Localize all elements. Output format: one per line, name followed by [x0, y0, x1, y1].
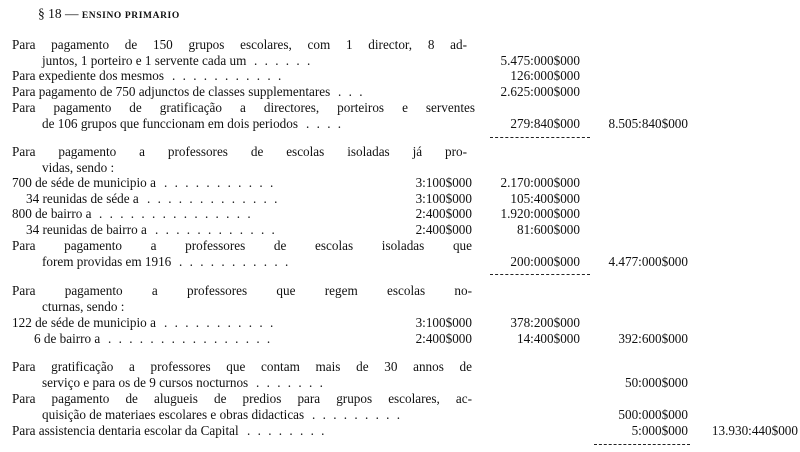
item-description: Para pagamento de 150 grupos escolares, com 1 director, 8 ad- [12, 37, 467, 52]
item-description: 34 reunidas de séde a [26, 191, 139, 206]
table-row [0, 175, 800, 191]
leader-dots: . . . . . . . . . . . . [155, 222, 277, 237]
section-title: ENSINO PRIMARIO [81, 11, 180, 21]
amount-c3: 5:000$000 [631, 423, 688, 438]
amount-c2: 14:400$000 [516, 331, 580, 346]
table-row [0, 222, 800, 238]
leader-dots: . . . . . . . . . . . [164, 175, 276, 190]
table-row [0, 359, 800, 375]
section-number: § 18 — [38, 6, 79, 21]
table-row [0, 375, 800, 391]
table-row [0, 254, 800, 270]
amount-c1: 2:400$000 [415, 206, 472, 221]
item-description: Para pagamento a professores de escolas isoladas que [12, 238, 472, 253]
item-description: Para pagamento a professores de escolas isoladas já pro- [12, 144, 467, 159]
amount-c4: 13.930:440$000 [711, 423, 798, 438]
amount-c2: 81:600$000 [516, 222, 580, 237]
section-header [38, 6, 180, 22]
amount-c2: 1.920:000$000 [500, 206, 580, 221]
leader-dots: . . . . . . . . . . . [164, 315, 276, 330]
amount-c2: 105:400$000 [510, 191, 580, 206]
leader-dots: . . . . . . [254, 53, 313, 68]
item-description: juntos, 1 porteiro e 1 servente cada um [42, 53, 247, 68]
table-row [0, 191, 800, 207]
item-description: Para pagamento de gratificação a directores, porteiros e serventes [12, 100, 475, 115]
table-row [0, 423, 800, 439]
table-row [0, 238, 800, 254]
table-row [0, 315, 800, 331]
item-description: forem providas em 1916 [42, 254, 172, 269]
item-description: 6 de bairro a [34, 331, 101, 346]
table-row [0, 331, 800, 347]
subtotal-rule [490, 274, 590, 275]
item-description: de 106 grupos que funccionam em dois periodos [42, 116, 299, 131]
table-row [0, 407, 800, 423]
table-row [0, 160, 800, 176]
item-description: vidas, sendo : [42, 160, 115, 175]
amount-c1: 3:100$000 [415, 175, 472, 190]
amount-c3: 50:000$000 [624, 375, 688, 390]
table-row [0, 206, 800, 222]
item-description: Para assistencia dentaria escolar da Capital [12, 423, 239, 438]
item-description: Para pagamento a professores que regem escolas no- [12, 283, 472, 298]
amount-c2: 2.170:000$000 [500, 175, 580, 190]
leader-dots: . . . . . . . [256, 375, 325, 390]
leader-dots: . . . . [306, 116, 344, 131]
amount-c2: 2.625:000$000 [500, 84, 580, 99]
table-row [0, 68, 800, 84]
amount-c3: 500:000$000 [618, 407, 688, 422]
table-row [0, 84, 800, 100]
table-row [0, 144, 800, 160]
table-row [0, 283, 800, 299]
amount-c1: 2:400$000 [415, 222, 472, 237]
item-description: cturnas, sendo : [42, 299, 125, 314]
table-row [0, 100, 800, 116]
amount-c1: 2:400$000 [415, 331, 472, 346]
amount-c2: 279:840$000 [510, 116, 580, 131]
table-row [0, 53, 800, 69]
amount-c1: 3:100$000 [415, 191, 472, 206]
leader-dots: . . . . . . . . . [312, 407, 403, 422]
leader-dots: . . . . . . . . . . . [172, 68, 284, 83]
amount-c3: 4.477:000$000 [608, 254, 688, 269]
leader-dots: . . . . . . . . . . . . . [147, 191, 280, 206]
item-description: 700 de séde de municipio a [12, 175, 156, 190]
amount-c2: 5.475:000$000 [500, 53, 580, 68]
amount-c1: 3:100$000 [415, 315, 472, 330]
amount-c3: 8.505:840$000 [608, 116, 688, 131]
item-description: Para gratificação a professores que contam mais de 30 annos de [12, 359, 472, 374]
item-description: 34 reunidas de bairro a [26, 222, 147, 237]
item-description: quisição de materiaes escolares e obras didacticas [42, 407, 305, 422]
item-description: serviço e para os de 9 cursos nocturnos [42, 375, 249, 390]
table-row [0, 37, 800, 53]
leader-dots: . . . . . . . . . . . . . . . . [108, 331, 273, 346]
item-description: 122 de séde de municipio a [12, 315, 156, 330]
leader-dots: . . . . . . . . . . . . . . . [99, 206, 253, 221]
amount-c3: 392:600$000 [618, 331, 688, 346]
item-description: Para pagamento de 750 adjunctos de classes supplementares [12, 84, 331, 99]
leader-dots: . . . . . . . . . . . [179, 254, 291, 269]
table-row [0, 116, 800, 132]
leader-dots: . . . . . . . . [247, 423, 327, 438]
amount-c2: 126:000$000 [510, 68, 580, 83]
amount-c2: 378:200$000 [510, 315, 580, 330]
subtotal-rule [490, 137, 590, 138]
item-description: 800 de bairro a [12, 206, 92, 221]
item-description: Para expediente dos mesmos [12, 68, 164, 83]
table-row [0, 299, 800, 315]
leader-dots: . . . [338, 84, 365, 99]
amount-c2: 200:000$000 [510, 254, 580, 269]
subtotal-rule [594, 444, 690, 445]
item-description: Para pagamento de alugueis de predios para grupos escolares, ac- [12, 391, 472, 406]
table-row [0, 391, 800, 407]
